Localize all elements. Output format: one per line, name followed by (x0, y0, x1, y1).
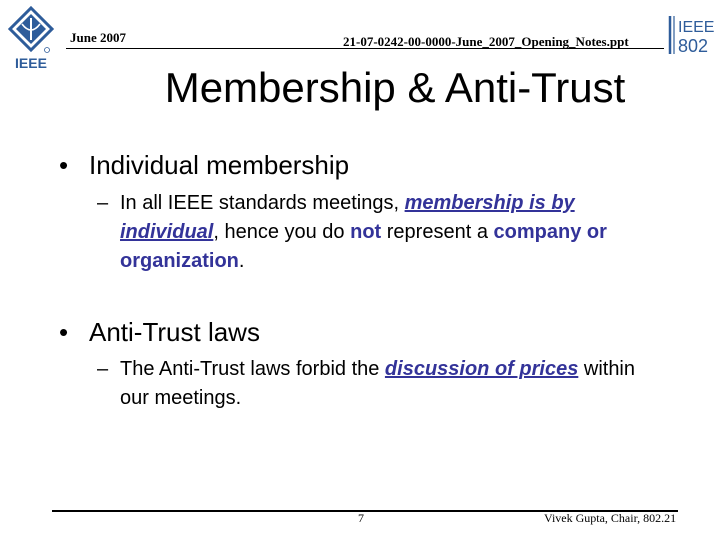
sub-bullet-dash: – (97, 358, 109, 380)
emphasis-discussion-of-prices: discussion of prices (384, 358, 579, 380)
header-date: June 2007 (70, 30, 126, 45)
emphasis-company-or-organization: company or organization (120, 221, 607, 272)
ieee-802-logo-line1: IEEE (678, 19, 714, 36)
sub-bullet-text: The Anti-Trust laws forbid the (120, 358, 385, 380)
sub-bullet-text: represent a (381, 221, 494, 243)
ieee-802-logo-line2: 802 (678, 36, 709, 56)
bullet-individual-membership (59, 150, 349, 180)
ieee-logo (6, 6, 56, 72)
bullet-text: Anti-Trust laws (89, 317, 260, 347)
emphasis-not: not (350, 221, 382, 243)
header-document-id: 21-07-0242-00-0000-June_2007_Opening_Notes.ppt (343, 34, 629, 49)
bullet-dot: • (59, 317, 69, 347)
bullet-anti-trust-laws (59, 317, 260, 347)
footer-author: Vivek Gupta, Chair, 802.21 (544, 511, 677, 525)
page-number: 7 (358, 511, 364, 525)
emphasis-membership-is-by-individual: membership is by individual (120, 192, 575, 243)
ieee-802-logo (668, 14, 714, 56)
sub-bullet-anti-trust-detail (97, 355, 657, 413)
ieee-logo-text: IEEE (15, 55, 47, 71)
sub-bullet-text: In all IEEE standards meetings, (120, 192, 405, 214)
bullet-dot: • (59, 150, 69, 180)
bullet-text: Individual membership (89, 150, 350, 180)
sub-bullet-text: within our meetings. (120, 358, 636, 409)
header-divider (66, 48, 664, 49)
sub-bullet-membership-detail (97, 189, 657, 276)
sub-bullet-dash: – (97, 192, 109, 214)
sub-bullet-text: , hence you do (213, 221, 351, 243)
slide-title: Membership & Anti-Trust (164, 64, 626, 111)
sub-bullet-text: . (238, 250, 245, 272)
